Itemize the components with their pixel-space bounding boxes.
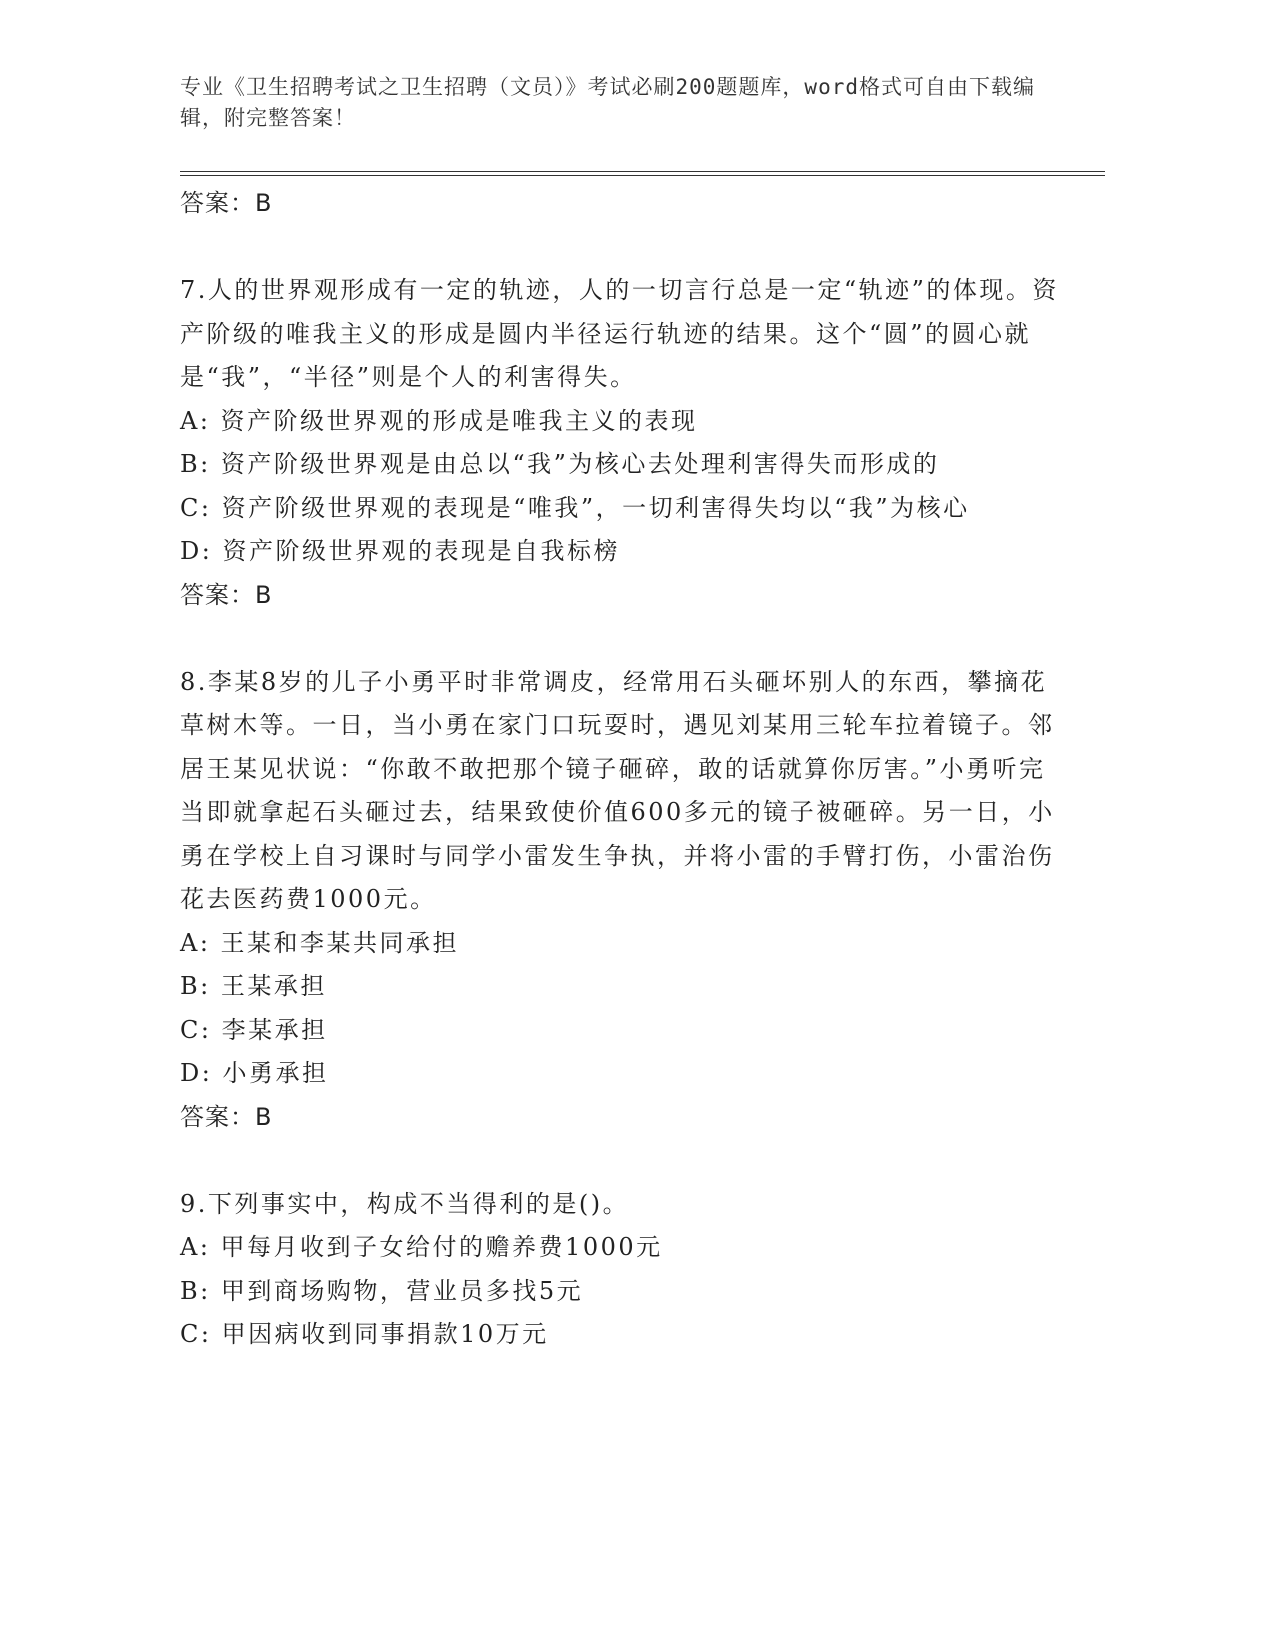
option-a: A: 资产阶级世界观的形成是唯我主义的表现 [180, 406, 698, 435]
option-c: C: 资产阶级世界观的表现是“唯我”，一切利害得失均以“我”为核心 [180, 493, 970, 522]
question-8 [180, 661, 1060, 1140]
document-header: 专业《卫生招聘考试之卫生招聘（文员）》考试必刷200题题库，word格式可自由下载编辑，附完整答案！ [180, 75, 1035, 130]
question-7 [180, 269, 1060, 617]
answer-label: 答案：B [180, 189, 273, 217]
option-c: C: 李某承担 [180, 1015, 328, 1044]
answer-label: 答案：B [180, 580, 273, 609]
option-c: C: 甲因病收到同事捐款10万元 [180, 1320, 549, 1348]
option-b: B: 资产阶级世界观是由总以“我”为核心去处理利害得失而形成的 [180, 450, 940, 478]
option-b: B: 王某承担 [180, 972, 327, 1000]
option-a: A: 王某和李某共同承担 [180, 928, 460, 957]
option-b: B: 甲到商场购物，营业员多找5元 [180, 1276, 584, 1305]
option-a: A: 甲每月收到子女给付的赡养费1000元 [180, 1233, 663, 1261]
option-d: D: 资产阶级世界观的表现是自我标榜 [180, 537, 620, 565]
header-divider-top [180, 171, 1105, 172]
question-stem: 7.人的世界观形成有一定的轨迹，人的一切言行总是一定“轨迹”的体现。资产阶级的唯我主义的形成是圆内半径运行轨迹的结果。这个“圆”的圆心就是“我”，“半径”则是个人的利害得失。 [180, 276, 1059, 391]
question-stem: 8.李某8岁的儿子小勇平时非常调皮，经常用石头砸坏别人的东西，攀摘花草树木等。一日，当小勇在家门口玩耍时，遇见刘某用三轮车拉着镜子。邻居王某见状说：“你敢不敢把那个镜子砸碎，敢的话就算你厉害。”小勇听完当即就拿起石头砸过去，结果致使价值600多元的镜子被砸碎。另一日，小勇在学校上自习课时与同学小雷发生争执，并将小雷的手臂打伤，小雷治伤花去医药费1000元。 [180, 667, 1055, 913]
option-d: D: 小勇承担 [180, 1059, 329, 1087]
header-divider-bottom [180, 175, 1105, 176]
answer-label: 答案：B [180, 1102, 273, 1131]
question-9 [180, 1183, 1060, 1357]
question-list [180, 182, 1060, 1357]
question-stem: 9.下列事实中，构成不当得利的是()。 [180, 1189, 630, 1218]
